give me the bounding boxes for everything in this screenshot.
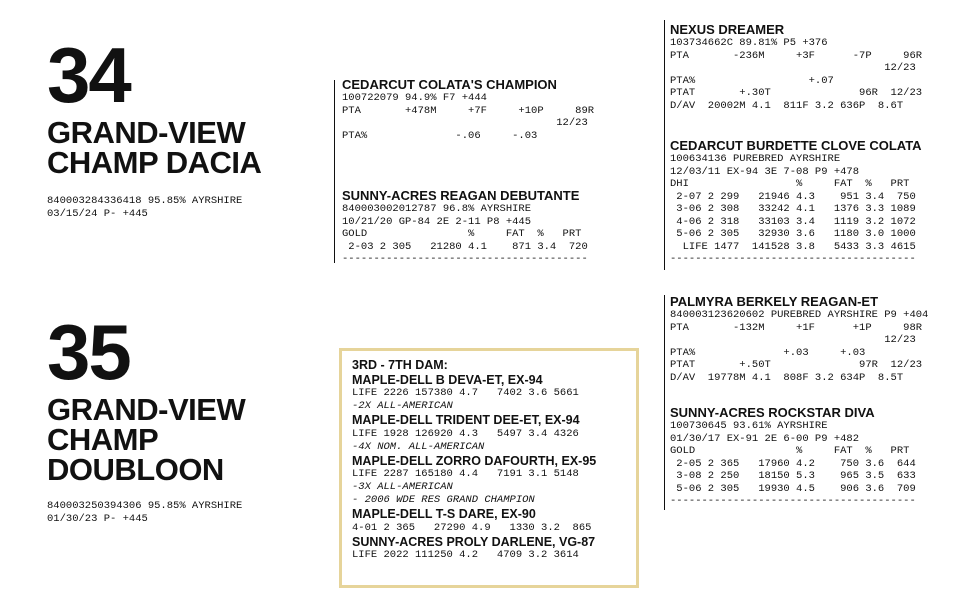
dam-line: 12/03/11 EX-94 3E 7-08 P9 +478 [670, 165, 860, 178]
dam-line: LIFE 1477 141528 3.8 5433 3.3 4615 [670, 240, 916, 253]
dam-line: GOLD % FAT % PRT [342, 228, 582, 240]
dam-line: 3-06 2 308 33242 4.1 1376 3.3 1089 [670, 203, 916, 215]
dam-note: -3X ALL-AMERICAN [352, 481, 453, 493]
sire-name: NEXUS DREAMER [670, 22, 785, 37]
dam-line: GOLD % FAT % PRT [670, 445, 910, 457]
dam-line: 840003002012787 96.8% AYRSHIRE [342, 203, 532, 215]
dam-line: 100634136 PUREBRED AYRSHIRE [670, 153, 841, 165]
dams-box [339, 348, 639, 588]
sire-name: PALMYRA BERKELY REAGAN-ET [670, 294, 879, 309]
dam-record: LIFE 2022 111250 4.2 4709 3.2 3614 [352, 549, 579, 561]
dam-note: - 2006 WDE RES GRAND CHAMPION [352, 494, 535, 506]
lot-35-info-line1: 840003250394306 95.85% AYRSHIRE [47, 500, 243, 512]
dam-record: LIFE 2226 157380 4.7 7402 3.6 5661 [352, 387, 579, 399]
sire-line: PTA% +.03 +.03 [670, 346, 866, 359]
dam-divider: --------------------------------------- [342, 253, 588, 265]
dam-divider: --------------------------------------- [670, 253, 916, 265]
dam-line: 10/21/20 GP-84 2E 2-11 P8 +445 [342, 215, 532, 228]
sire-line: PTAT +.50T 97R 12/23 [670, 359, 923, 371]
lot-34-info-line2: 03/15/24 P- +445 [47, 208, 148, 220]
pedigree-bracket-right-1 [664, 20, 665, 270]
dam-block-right-2 [670, 405, 916, 508]
lot-35-info-line2: 01/30/23 P- +445 [47, 513, 148, 525]
dam-line: 5-06 2 305 19930 4.5 906 3.6 709 [670, 482, 916, 495]
lot-35-name-line2: CHAMP [47, 422, 159, 458]
sire-line: 12/23 [342, 117, 588, 129]
dam-line: 3-08 2 250 18150 5.3 965 3.5 633 [670, 470, 916, 482]
sire-line: D/AV 20002M 4.1 811F 3.2 636P 8.6T [670, 99, 904, 112]
dam-line: 100730645 93.61% AYRSHIRE [670, 420, 828, 432]
lot-34-info [47, 195, 242, 221]
dam-line: 2-07 2 299 21946 4.3 951 3.4 750 [670, 190, 916, 203]
dam-name: MAPLE-DELL B DEVA-ET, EX-94 [352, 372, 543, 387]
dam-record: LIFE 2287 165180 4.4 7191 3.1 5148 [352, 468, 579, 480]
dam-name: MAPLE-DELL TRIDENT DEE-ET, EX-94 [352, 413, 580, 427]
sire-block-right-2 [670, 294, 928, 384]
dam-line: 4-06 2 318 33103 3.4 1119 3.2 1072 [670, 215, 916, 228]
lot-34-info-line1: 840003284336418 95.85% AYRSHIRE [47, 195, 243, 207]
sire-line: PTA -236M +3F -7P 96R [670, 49, 923, 62]
dam-block-34 [342, 188, 588, 266]
dam-name: SUNNY-ACRES PROLY DARLENE, VG-87 [352, 534, 596, 549]
sire-line: PTA +478M +7F +10P 89R [342, 104, 595, 117]
dam-name: SUNNY-ACRES ROCKSTAR DIVA [670, 405, 875, 420]
sire-line: 100722079 94.9% F7 +444 [342, 92, 487, 104]
dam-record: LIFE 1928 126920 4.3 5497 3.4 4326 [352, 427, 579, 440]
sire-line: PTA -132M +1F +1P 98R [670, 321, 923, 334]
dam-note: -4X NOM. ALL-AMERICAN [352, 440, 485, 453]
dam-name: SUNNY-ACRES REAGAN DEBUTANTE [342, 188, 580, 203]
dam-name: MAPLE-DELL T-S DARE, EX-90 [352, 507, 536, 521]
dam-note: -2X ALL-AMERICAN [352, 400, 453, 412]
dam-line: 2-05 2 365 17960 4.2 750 3.6 644 [670, 457, 916, 470]
lot-35-info [47, 500, 242, 526]
sire-line: 103734662C 89.81% P5 +376 [670, 37, 828, 49]
dam-record: 4-01 2 365 27290 4.9 1330 3.2 865 [352, 521, 592, 534]
lot-34-title [47, 115, 262, 181]
lot-35-name-line3: DOUBLOON [47, 452, 224, 488]
dam-line: DHI % FAT % PRT [670, 178, 910, 190]
dam-block-right-1 [670, 138, 922, 266]
lot-number-35: 35 [47, 308, 130, 396]
sire-line: PTAT +.30T 96R 12/23 [670, 87, 923, 99]
lot-34-name-line1: GRAND-VIEW [47, 115, 246, 150]
lot-35-title [47, 392, 246, 488]
sire-block-34 [342, 77, 594, 142]
dam-name: CEDARCUT BURDETTE CLOVE COLATA [670, 138, 922, 153]
dams-box-heading: 3RD - 7TH DAM: [352, 358, 448, 372]
sire-block-right-1 [670, 22, 922, 112]
lot-35-name-line1: GRAND-VIEW [47, 392, 246, 427]
lot-34-name-line2: CHAMP DACIA [47, 145, 262, 181]
sire-line: PTA% -.06 -.03 [342, 129, 538, 142]
sire-line: PTA% +.07 [670, 74, 834, 87]
sire-line: D/AV 19778M 4.1 808F 3.2 634P 8.5T [670, 371, 904, 384]
dam-line: 2-03 2 305 21280 4.1 871 3.4 720 [342, 240, 588, 253]
pedigree-bracket-right-2 [664, 295, 665, 510]
dam-name: MAPLE-DELL ZORRO DAFOURTH, EX-95 [352, 453, 597, 468]
sire-line: 12/23 [670, 334, 916, 346]
lot-number-34: 34 [47, 31, 130, 119]
sire-name: CEDARCUT COLATA'S CHAMPION [342, 77, 557, 92]
dam-line: 5-06 2 305 32930 3.6 1180 3.0 1000 [670, 228, 916, 240]
dam-line: 01/30/17 EX-91 2E 6-00 P9 +482 [670, 432, 860, 445]
sire-line: 12/23 [670, 62, 916, 74]
sire-line: 840003123620602 PUREBRED AYRSHIRE P9 +404 [670, 309, 929, 321]
pedigree-bracket-34 [334, 80, 335, 263]
dam-divider: --------------------------------------- [670, 495, 916, 507]
